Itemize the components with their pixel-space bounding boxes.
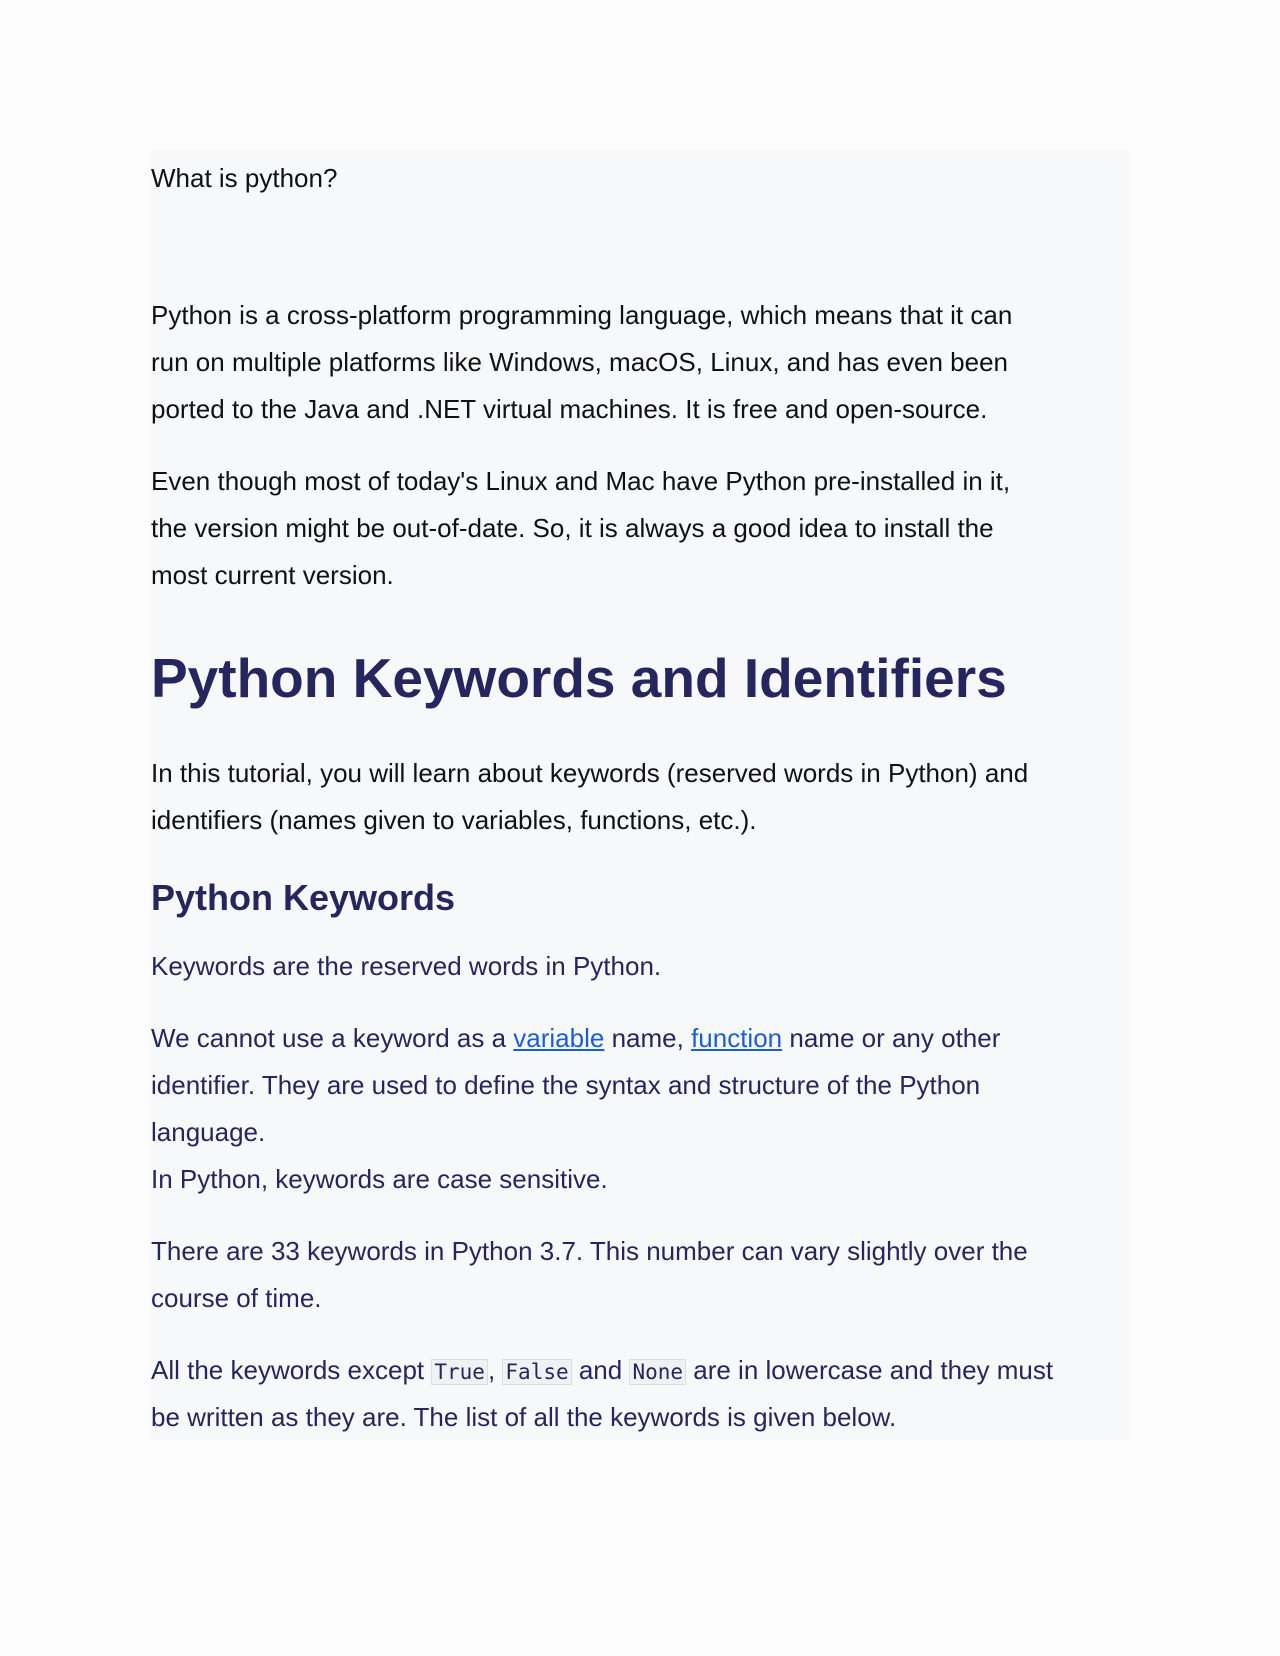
intro-paragraph-2-line-1: Even though most of today's Linux and Mac have Python pre-installed in it, — [151, 466, 1011, 496]
lowercase-note-line-2: be written as they are. The list of all the keywords is given below. — [151, 1402, 897, 1432]
intro-paragraph-2-line-2: the version might be out-of-date. So, it is always a good idea to install the — [151, 513, 994, 543]
intro-paragraph-1-line-3: ported to the Java and .NET virtual machines. It is free and open-source. — [151, 394, 988, 424]
keyword-count-line-2: course of time. — [151, 1283, 322, 1313]
article-panel — [150, 150, 1130, 1440]
keywords-usage-line-3: language. — [151, 1117, 266, 1147]
keywords-usage-text: name or any other — [782, 1023, 1001, 1053]
summary-line-2: identifiers (names given to variables, functions, etc.). — [151, 805, 757, 835]
code-false: False — [502, 1359, 571, 1385]
variable-link[interactable]: variable — [513, 1023, 605, 1053]
keywords-usage-text: name, — [604, 1023, 692, 1053]
page-title: Python Keywords and Identifiers — [151, 647, 1007, 709]
lowercase-note-text: and — [571, 1355, 630, 1385]
intro-paragraph-1-line-1: Python is a cross-platform programming language, which means that it can — [151, 300, 1013, 330]
keywords-usage-text: We cannot use a keyword as a — [151, 1023, 514, 1053]
function-link[interactable]: function — [691, 1023, 783, 1053]
lowercase-note-text: All the keywords except — [151, 1355, 432, 1385]
lowercase-note-line-1 — [151, 1347, 1053, 1396]
intro-question: What is python? — [151, 163, 338, 193]
case-sensitive-note: In Python, keywords are case sensitive. — [151, 1164, 608, 1194]
keyword-count-line-1: There are 33 keywords in Python 3.7. This number can vary slightly over the — [151, 1236, 1028, 1266]
intro-paragraph-1-line-2: run on multiple platforms like Windows, macOS, Linux, and has even been — [151, 347, 1008, 377]
keywords-intro: Keywords are the reserved words in Python. — [151, 951, 662, 981]
keywords-usage-line-2: identifier. They are used to define the syntax and structure of the Python — [151, 1070, 981, 1100]
intro-paragraph-2-line-3: most current version. — [151, 560, 394, 590]
keywords-usage-line-1 — [151, 1015, 1000, 1062]
lowercase-note-text: , — [487, 1355, 496, 1385]
lowercase-note-text: are in lowercase and they must — [686, 1355, 1054, 1385]
summary-line-1: In this tutorial, you will learn about keywords (reserved words in Python) and — [151, 758, 1029, 788]
code-true: True — [431, 1359, 488, 1385]
code-none: None — [629, 1359, 686, 1385]
section-title: Python Keywords — [151, 877, 456, 918]
